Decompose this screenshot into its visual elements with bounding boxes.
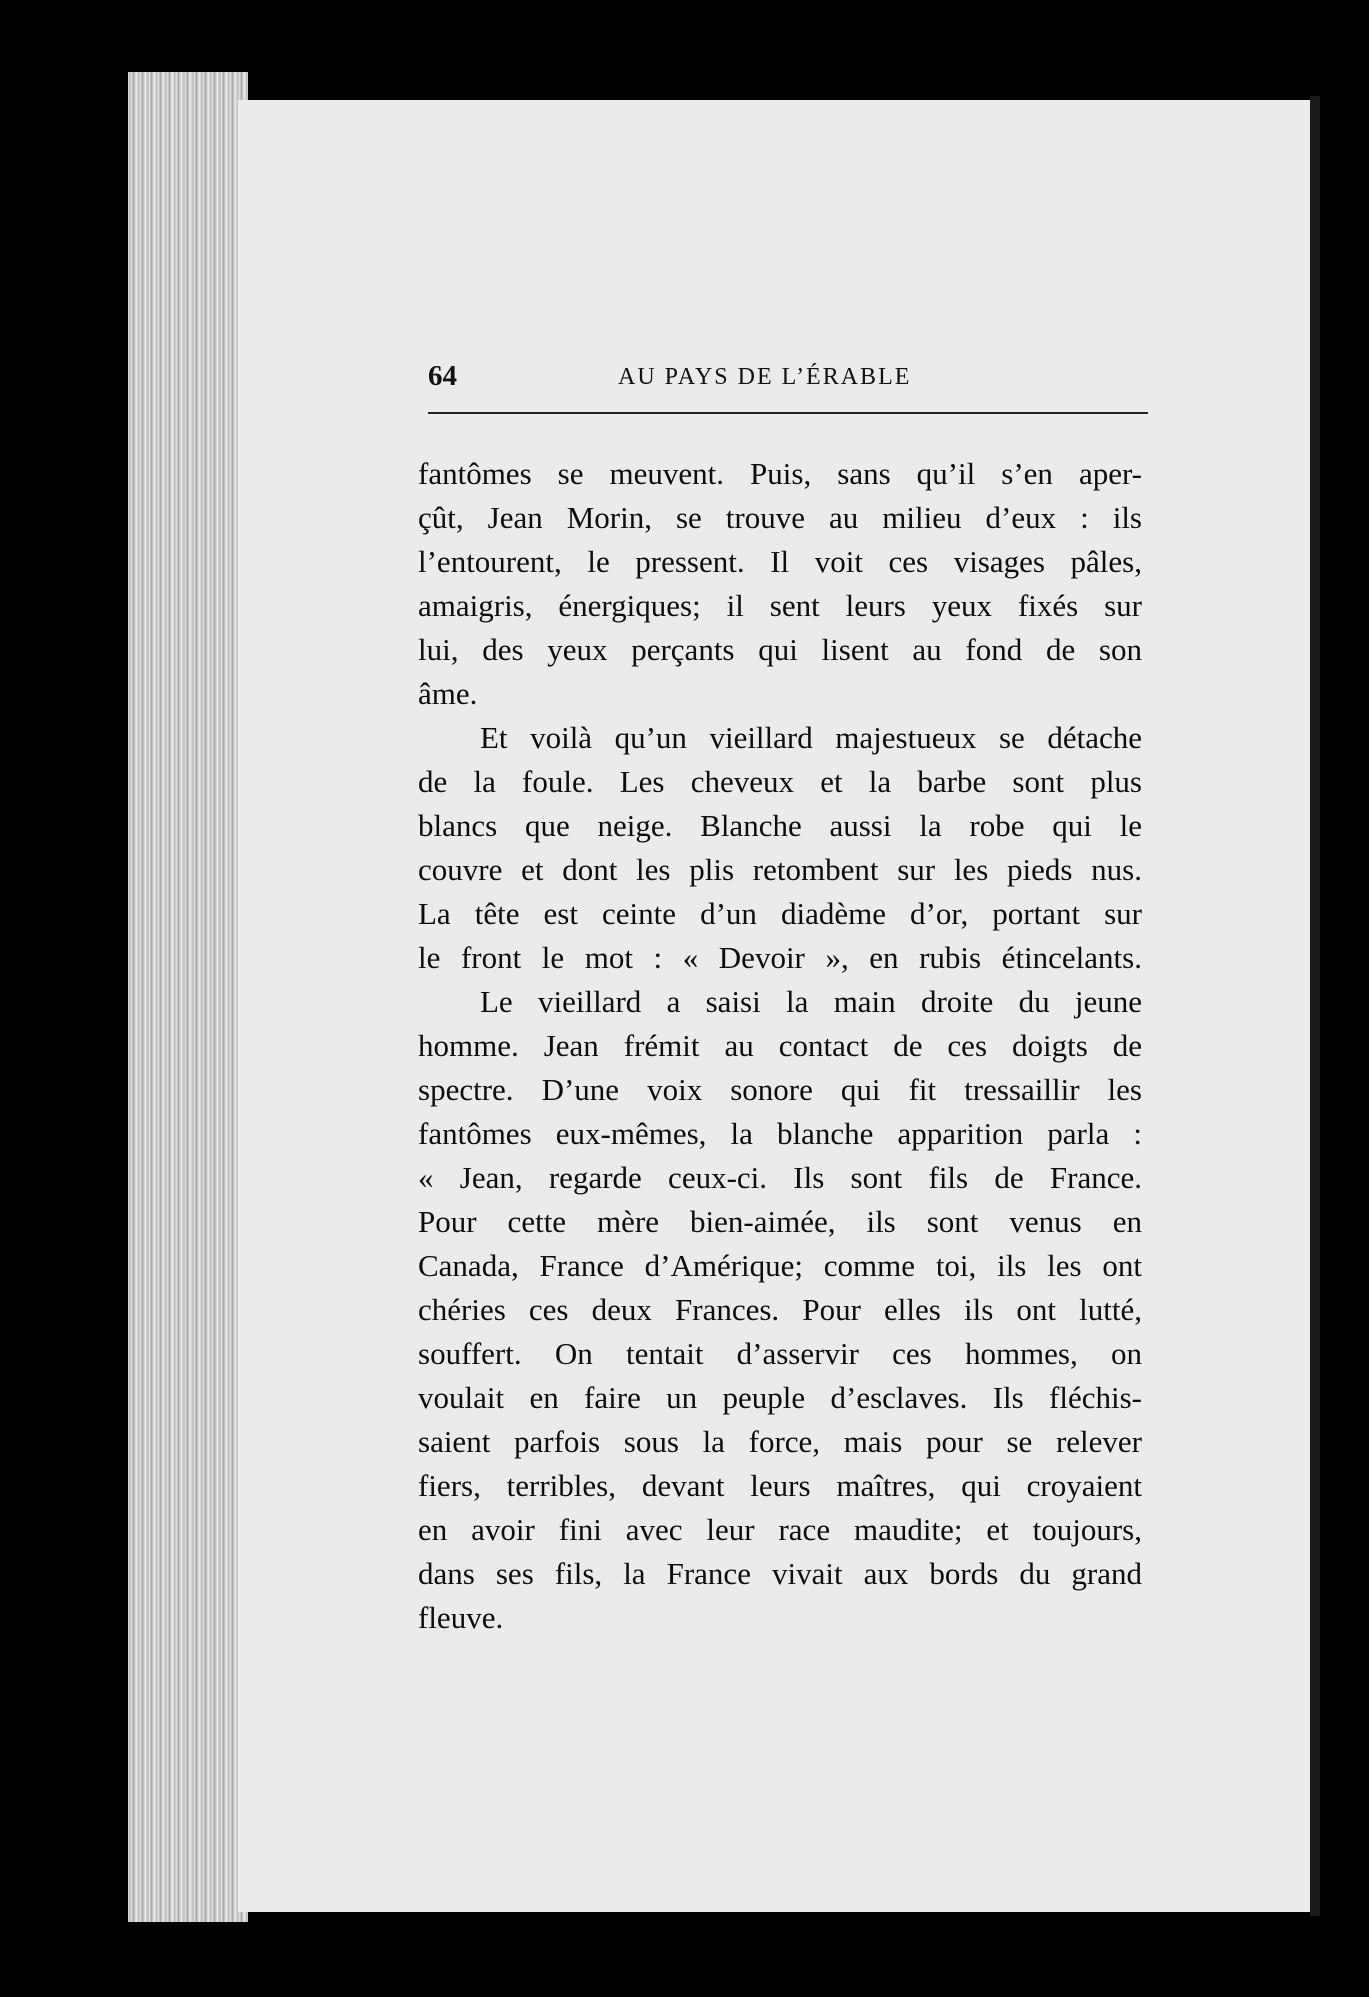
- page-number: 64: [428, 360, 457, 392]
- text-line: Et voilà qu’un vieillard majestueux se détache: [480, 720, 1142, 755]
- text-line: Le vieillard a saisi la main droite du jeune: [480, 984, 1142, 1019]
- text-line: âme.: [418, 676, 478, 711]
- text-line: Pour cette mère bien-aimée, ils sont venus en: [418, 1204, 1142, 1239]
- header-rule: [428, 412, 1148, 414]
- running-title: AU PAYS DE L’ÉRABLE: [618, 364, 912, 390]
- text-line: blancs que neige. Blanche aussi la robe qui le: [418, 808, 1142, 843]
- text-line: Canada, France d’Amérique; comme toi, ils les ont: [418, 1248, 1142, 1283]
- page-header: [428, 360, 1148, 400]
- text-line: La tête est ceinte d’un diadème d’or, portant sur: [418, 896, 1142, 931]
- text-line: homme. Jean frémit au contact de ces doigts de: [418, 1028, 1142, 1063]
- text-line: fantômes eux-mêmes, la blanche apparition parla :: [418, 1116, 1142, 1151]
- page-edge-strip: [128, 72, 248, 1922]
- text-line: voulait en faire un peuple d’esclaves. Ils fléchis-: [418, 1380, 1142, 1415]
- text-line: chéries ces deux Frances. Pour elles ils ont lutté,: [418, 1292, 1142, 1327]
- text-line: de la foule. Les cheveux et la barbe sont plus: [418, 764, 1142, 799]
- text-line: couvre et dont les plis retombent sur les pieds nus.: [418, 852, 1142, 887]
- text-line: saient parfois sous la force, mais pour se relever: [418, 1424, 1142, 1459]
- text-line: çût, Jean Morin, se trouve au milieu d’eux : ils: [418, 500, 1142, 535]
- text-line: « Jean, regarde ceux-ci. Ils sont fils de France.: [418, 1160, 1142, 1195]
- text-line: spectre. D’une voix sonore qui fit tressaillir les: [418, 1072, 1142, 1107]
- text-line: amaigris, énergiques; il sent leurs yeux fixés sur: [418, 588, 1142, 623]
- text-line: le front le mot : « Devoir », en rubis étincelants.: [418, 940, 1142, 975]
- text-line: fleuve.: [418, 1600, 504, 1635]
- text-line: en avoir fini avec leur race maudite; et toujours,: [418, 1512, 1142, 1547]
- text-line: fantômes se meuvent. Puis, sans qu’il s’en aper-: [418, 456, 1142, 491]
- body-text: [418, 452, 1142, 1640]
- text-line: lui, des yeux perçants qui lisent au fond de son: [418, 632, 1142, 667]
- text-line: dans ses fils, la France vivait aux bords du grand: [418, 1556, 1142, 1591]
- binding-shadow: [1310, 96, 1320, 1916]
- text-line: souffert. On tentait d’asservir ces hommes, on: [418, 1336, 1142, 1371]
- text-line: l’entourent, le pressent. Il voit ces visages pâles,: [418, 544, 1142, 579]
- text-line: fiers, terribles, devant leurs maîtres, qui croyaient: [418, 1468, 1142, 1503]
